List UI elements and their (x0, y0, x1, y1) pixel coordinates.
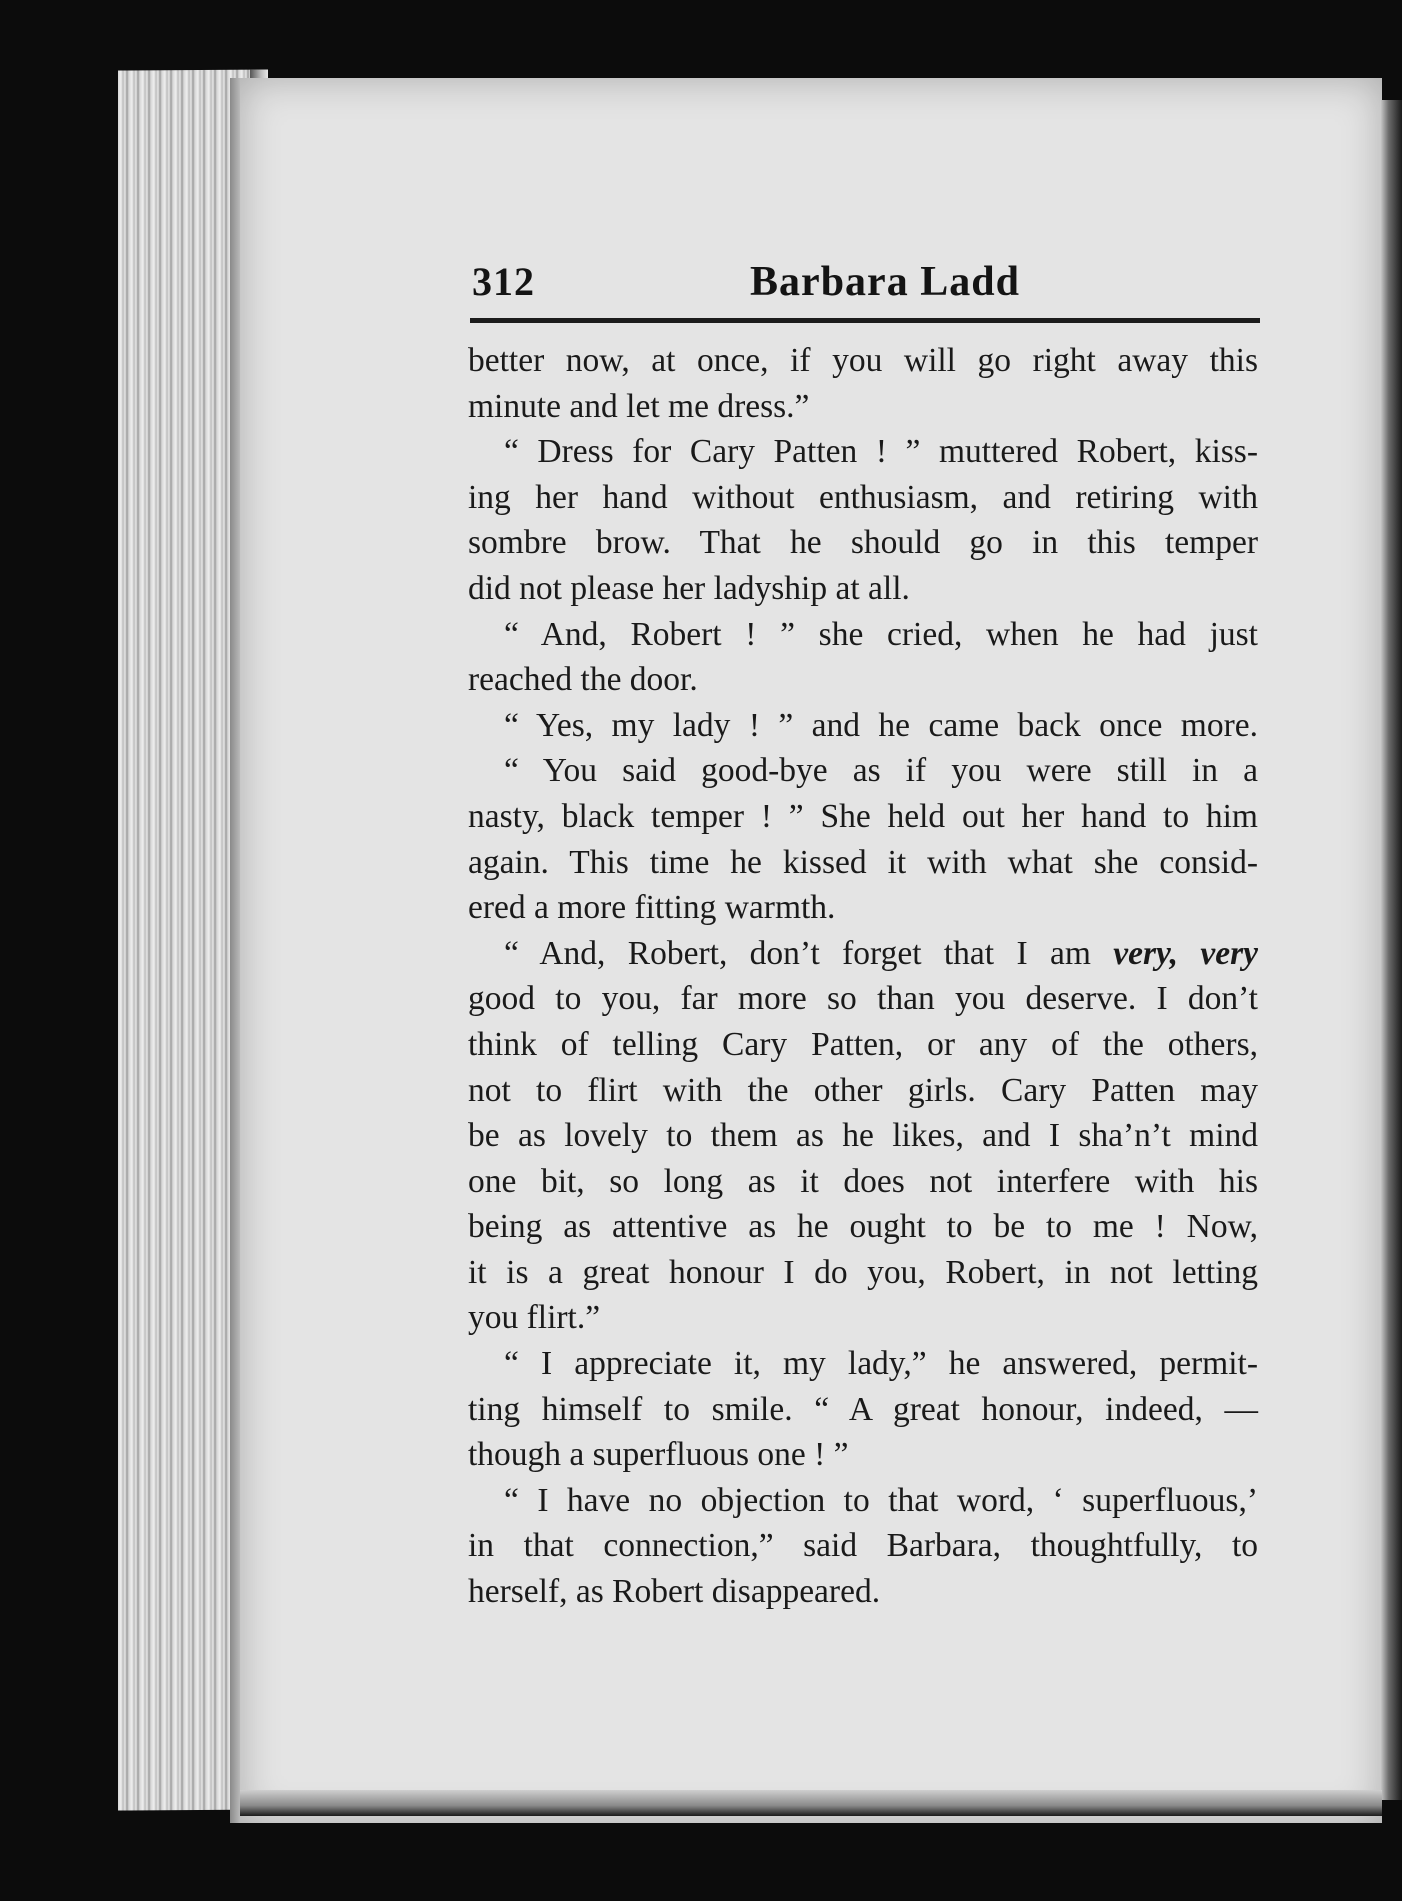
text-line: one bit, so long as it does not interfere with his (468, 1162, 1258, 1200)
text-line: “ I appreciate it, my lady,” he answered, permit- (504, 1345, 1258, 1383)
text-line: think of telling Cary Patten, or any of the others, (468, 1025, 1258, 1063)
text-line: being as attentive as he ought to be to me ! Now, (468, 1208, 1258, 1246)
text-line: better now, at once, if you will go right away this (468, 342, 1258, 379)
page-body-text (468, 338, 1258, 1615)
text-line: “ Yes, my lady ! ” and he came back once more. (504, 706, 1258, 744)
text-line: it is a great honour I do you, Robert, in not letting (468, 1253, 1258, 1291)
text-line: nasty, black temper ! ” She held out her hand to him (468, 797, 1258, 835)
text-line: good to you, far more so than you deserve. I don’t (468, 980, 1258, 1018)
emphasized-text: very, very (1113, 934, 1259, 972)
text-line (468, 931, 1258, 977)
text-line: reached the door. (468, 661, 698, 699)
text-line: minute and let me dress.” (468, 387, 810, 425)
text-line: “ Dress for Cary Patten ! ” muttered Robert, kiss- (504, 433, 1258, 471)
text-line: ing her hand without enthusiasm, and retiring with (468, 478, 1258, 516)
text-line: ting himself to smile. “ A great honour, indeed, — (468, 1390, 1258, 1428)
text-line: you flirt.” (468, 1299, 601, 1337)
text-line: though a superfluous one ! ” (468, 1436, 849, 1474)
text-line: “ And, Robert ! ” she cried, when he had just (504, 615, 1258, 653)
page-header (470, 258, 1260, 323)
page-number: 312 (472, 259, 535, 304)
text-line: in that connection,” said Barbara, thoughtfully, to (468, 1527, 1258, 1565)
text-line: “ I have no objection to that word, ‘ superfluous,’ (504, 1481, 1258, 1519)
text-line: did not please her ladyship at all. (468, 569, 910, 607)
text-line: be as lovely to them as he likes, and I sha’n’t mind (468, 1117, 1258, 1155)
text-line: not to flirt with the other girls. Cary Patten may (468, 1071, 1258, 1109)
page-bottom-edge (240, 1790, 1382, 1816)
text-line: ered a more fitting warmth. (468, 889, 836, 927)
text-line: again. This time he kissed it with what she consid- (468, 843, 1258, 881)
running-title: Barbara Ladd (750, 259, 1020, 305)
text-line: “ You said good-bye as if you were still in a (504, 752, 1258, 790)
text-line: sombre brow. That he should go in this temper (468, 524, 1258, 562)
page-right-edge (1380, 100, 1402, 1800)
text-line: herself, as Robert disappeared. (468, 1573, 881, 1611)
text-segment: “ And, Robert, don’t forget that I am (504, 934, 1091, 972)
